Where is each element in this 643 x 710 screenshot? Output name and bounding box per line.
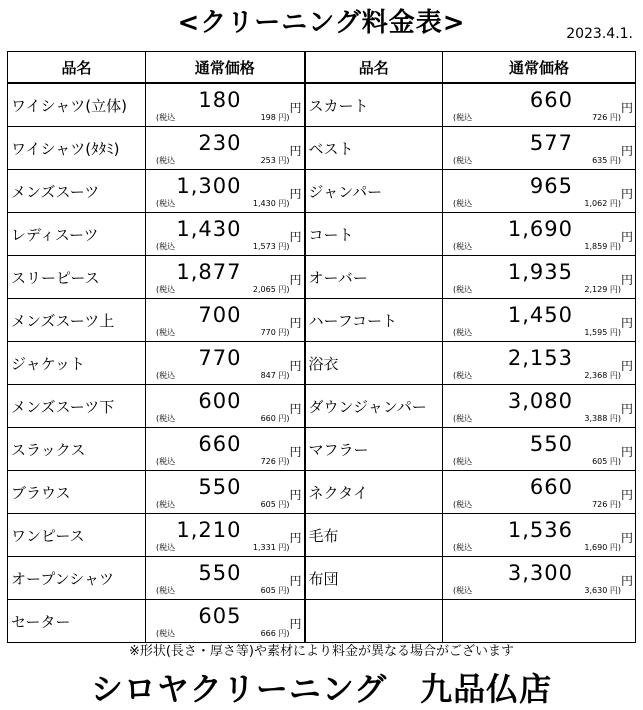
item-name: オーバー (305, 256, 443, 299)
item-name: ワンピース (8, 514, 146, 557)
tax-label: (税込 (453, 543, 473, 552)
item-price-cell (443, 385, 636, 428)
table-row (8, 83, 636, 127)
tax-included-price: 1,573 円) (252, 242, 290, 251)
item-name: セーター (8, 600, 146, 643)
item-name: ブラウス (8, 471, 146, 514)
tax-label: (税込 (156, 543, 176, 552)
tax-included-price: 1,690 円) (584, 543, 621, 552)
price-value: 180 (198, 88, 242, 112)
price-value: 1,300 (176, 174, 242, 198)
item-price-cell (443, 83, 636, 127)
price-value: 1,877 (176, 260, 242, 284)
item-price-cell (443, 471, 636, 514)
item-name: メンズスーツ下 (8, 385, 146, 428)
tax-label: (税込 (453, 328, 473, 337)
tax-label: (税込 (156, 199, 176, 208)
tax-label: (税込 (453, 242, 473, 251)
price-value: 1,935 (507, 260, 573, 284)
shop-name: シロヤクリーニング 九品仏店 (90, 670, 553, 708)
price-value: 1,450 (507, 303, 573, 327)
item-price-cell (146, 342, 305, 385)
tax-included-price: 253 円) (260, 156, 290, 165)
yen-unit: 円 (620, 316, 633, 330)
tax-included-price: 605 円) (592, 457, 621, 466)
item-name: マフラー (305, 428, 443, 471)
item-name: ジャンパー (305, 170, 443, 213)
item-name: ネクタイ (305, 471, 443, 514)
price-value: 1,210 (176, 518, 242, 542)
price-value: 1,690 (507, 217, 573, 241)
item-name: メンズスーツ (8, 170, 146, 213)
table-row (8, 514, 636, 557)
item-price-cell (443, 127, 636, 170)
price-table (7, 51, 636, 643)
tax-included-price: 3,630 円) (584, 586, 621, 595)
tax-included-price: 635 円) (592, 156, 621, 165)
tax-label: (税込 (453, 457, 473, 466)
tax-label: (税込 (453, 414, 473, 423)
tax-label: (税込 (453, 586, 473, 595)
item-name: スカート (305, 83, 443, 127)
item-name: ワイシャツ(立体) (8, 83, 146, 127)
item-name: 毛布 (305, 514, 443, 557)
page-title: <クリーニング料金表> (177, 8, 466, 38)
tax-label: (税込 (156, 414, 176, 423)
price-value: 550 (529, 432, 573, 456)
tax-label: (税込 (453, 199, 473, 208)
tax-included-price: 726 円) (260, 457, 290, 466)
yen-unit: 円 (620, 101, 633, 115)
item-name: メンズスーツ上 (8, 299, 146, 342)
table-row (8, 342, 636, 385)
price-value: 550 (198, 475, 242, 499)
item-price-cell (146, 127, 305, 170)
item-price-cell (146, 256, 305, 299)
tax-included-price: 660 円) (260, 414, 290, 423)
item-name: 浴衣 (305, 342, 443, 385)
yen-unit: 円 (289, 187, 302, 201)
tax-label: (税込 (453, 500, 473, 509)
item-name: スリーピース (8, 256, 146, 299)
price-value: 660 (198, 432, 242, 456)
item-name: ジャケット (8, 342, 146, 385)
item-name: 布団 (305, 557, 443, 600)
yen-unit: 円 (289, 402, 302, 416)
price-value: 3,080 (507, 389, 573, 413)
item-price-cell (146, 83, 305, 127)
tax-label: (税込 (453, 156, 473, 165)
yen-unit: 円 (620, 574, 633, 588)
yen-unit: 円 (620, 488, 633, 502)
header-price-right: 通常価格 (443, 52, 636, 84)
tax-included-price: 726 円) (592, 113, 621, 122)
tax-label: (税込 (156, 586, 176, 595)
item-price-cell (146, 213, 305, 256)
tax-included-price: 1,062 円) (584, 199, 621, 208)
table-row (8, 256, 636, 299)
yen-unit: 円 (620, 445, 633, 459)
yen-unit: 円 (620, 273, 633, 287)
tax-label: (税込 (453, 371, 473, 380)
yen-unit: 円 (620, 531, 633, 545)
item-name: レディスーツ (8, 213, 146, 256)
item-price-cell (146, 514, 305, 557)
price-value: 600 (198, 389, 242, 413)
table-row (8, 600, 636, 643)
item-price-cell (443, 342, 636, 385)
yen-unit: 円 (289, 617, 302, 631)
price-value: 660 (529, 88, 573, 112)
tax-included-price: 847 円) (260, 371, 290, 380)
table-row (8, 127, 636, 170)
price-value: 3,300 (507, 561, 573, 585)
item-price-cell (146, 385, 305, 428)
yen-unit: 円 (289, 316, 302, 330)
tax-label: (税込 (156, 242, 176, 251)
price-value: 700 (198, 303, 242, 327)
item-price-cell (443, 256, 636, 299)
footnote: ※形状(長さ・厚さ等)や素材により料金が異なる場合がございます (128, 644, 515, 659)
tax-included-price: 198 円) (260, 113, 290, 122)
tax-label: (税込 (156, 328, 176, 337)
item-price-cell (443, 514, 636, 557)
tax-included-price: 1,859 円) (584, 242, 621, 251)
table-row (8, 557, 636, 600)
table-row (8, 385, 636, 428)
price-value: 2,153 (507, 346, 573, 370)
yen-unit: 円 (620, 144, 633, 158)
yen-unit: 円 (289, 359, 302, 373)
tax-included-price: 605 円) (260, 586, 290, 595)
item-name: スラックス (8, 428, 146, 471)
header-price-left: 通常価格 (146, 52, 305, 84)
yen-unit: 円 (620, 359, 633, 373)
price-value: 965 (529, 174, 573, 198)
tax-label: (税込 (156, 113, 176, 122)
table-row (8, 299, 636, 342)
tax-label: (税込 (453, 113, 473, 122)
yen-unit: 円 (620, 402, 633, 416)
item-name: コート (305, 213, 443, 256)
tax-label: (税込 (453, 285, 473, 294)
item-price-cell (443, 557, 636, 600)
item-price-cell (146, 557, 305, 600)
tax-included-price: 770 円) (260, 328, 290, 337)
price-value: 230 (198, 131, 242, 155)
yen-unit: 円 (620, 187, 633, 201)
tax-label: (税込 (156, 500, 176, 509)
table-row (8, 428, 636, 471)
yen-unit: 円 (289, 531, 302, 545)
table-row (8, 170, 636, 213)
price-value: 577 (529, 131, 573, 155)
tax-included-price: 2,368 円) (584, 371, 621, 380)
header-item-right: 品名 (305, 52, 443, 84)
tax-included-price: 1,595 円) (584, 328, 621, 337)
yen-unit: 円 (289, 273, 302, 287)
item-name: オープンシャツ (8, 557, 146, 600)
item-price-cell (443, 600, 636, 643)
table-row (8, 471, 636, 514)
item-name (305, 600, 443, 643)
price-value: 1,536 (507, 518, 573, 542)
price-value: 550 (198, 561, 242, 585)
item-name: ベスト (305, 127, 443, 170)
item-name: ワイシャツ(ﾀﾀﾐ) (8, 127, 146, 170)
price-value: 1,430 (176, 217, 242, 241)
item-price-cell (146, 471, 305, 514)
tax-label: (税込 (156, 285, 176, 294)
tax-included-price: 2,065 円) (252, 285, 290, 294)
item-name: ダウンジャンパー (305, 385, 443, 428)
item-price-cell (146, 600, 305, 643)
tax-included-price: 666 円) (260, 629, 290, 638)
tax-included-price: 726 円) (592, 500, 621, 509)
yen-unit: 円 (289, 101, 302, 115)
item-price-cell (443, 170, 636, 213)
header-item-left: 品名 (8, 52, 146, 84)
tax-included-price: 2,129 円) (584, 285, 621, 294)
item-price-cell (146, 428, 305, 471)
yen-unit: 円 (289, 445, 302, 459)
yen-unit: 円 (289, 574, 302, 588)
price-value: 605 (198, 604, 242, 628)
header-row (8, 52, 636, 84)
tax-label: (税込 (156, 371, 176, 380)
item-name: ハーフコート (305, 299, 443, 342)
item-price-cell (443, 299, 636, 342)
table-row (8, 213, 636, 256)
tax-label: (税込 (156, 457, 176, 466)
tax-included-price: 1,331 円) (252, 543, 290, 552)
item-price-cell (443, 213, 636, 256)
price-value: 660 (529, 475, 573, 499)
yen-unit: 円 (289, 230, 302, 244)
price-value: 770 (198, 346, 242, 370)
tax-label: (税込 (156, 629, 176, 638)
item-price-cell (443, 428, 636, 471)
item-price-cell (146, 299, 305, 342)
tax-label: (税込 (156, 156, 176, 165)
tax-included-price: 605 円) (260, 500, 290, 509)
effective-date: 2023.4.1. (566, 26, 633, 42)
yen-unit: 円 (620, 230, 633, 244)
tax-included-price: 1,430 円) (252, 199, 290, 208)
item-price-cell (146, 170, 305, 213)
yen-unit: 円 (289, 488, 302, 502)
tax-included-price: 3,388 円) (584, 414, 621, 423)
yen-unit: 円 (289, 144, 302, 158)
